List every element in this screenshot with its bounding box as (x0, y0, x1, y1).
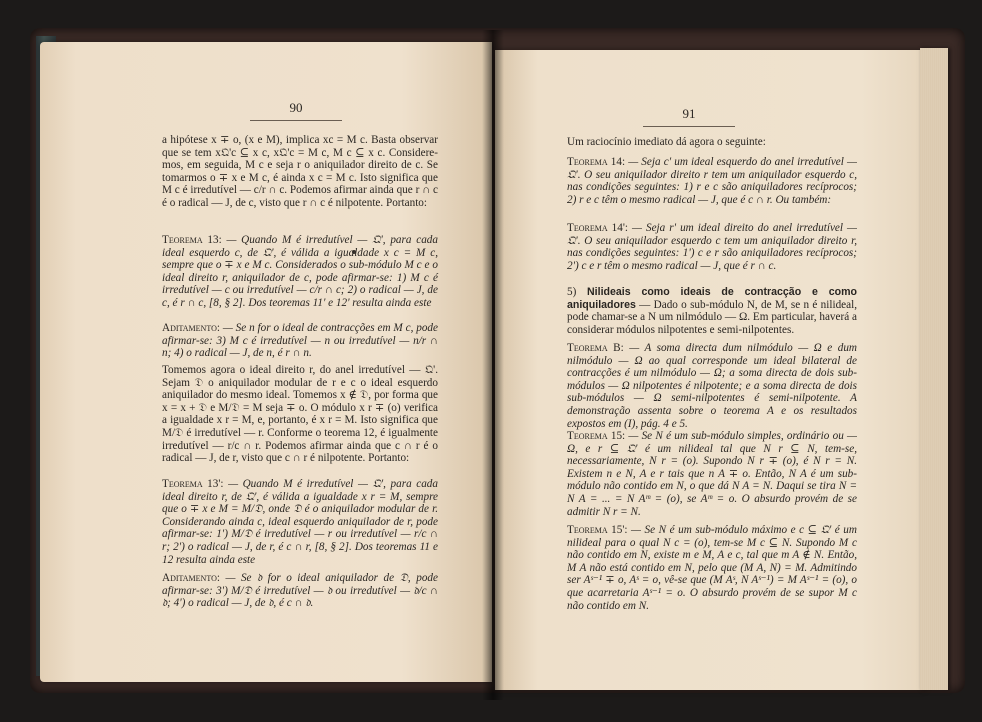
theorem-13-heading: Teorema 13: (162, 234, 222, 246)
theorem-14-prime (567, 222, 857, 272)
left-page-number-rule (250, 120, 342, 121)
theorem-13-body: — Quando M é irredutível — 𝔔', para cada ideal esquerdo c, de 𝔔', é válida a igualdade x c = M c, sempre que o ∓ x e M c. Considerados o sub-módulo M c e o ideal direito r, aniquilador de c, pode afirmar-se: 1) M c é irredutível — c ou irredutível — c/r ∩ c; 2) o radical — J, de c, é r ∩ c, [8, § 2]. Dos teoremas 11' e 12' resulta ainda este (162, 234, 438, 309)
addendum-1-heading: Aditamento: (162, 322, 220, 334)
theorem-14-heading: Teorema 14: (567, 156, 626, 168)
addendum-2-body: — Se 𝔡 for o ideal aniquilador de 𝔇, pode afirmar-se: 3') M/𝔇 é irredutível — 𝔡 ou irredutível — 𝔡/c ∩ 𝔡; 4') o radical — J, de 𝔡, é c ∩ 𝔡. (162, 572, 438, 610)
theorem-13 (162, 234, 438, 310)
theorem-b (567, 342, 857, 430)
theorem-15-heading: Teorema 15: (567, 430, 626, 442)
addendum-2 (162, 572, 438, 610)
left-page (40, 42, 492, 682)
right-page (495, 50, 925, 690)
left-paragraph-2-text: Tomemos agora o ideal direito r, do anel irredutível — 𝔔'. Sejam 𝔇 o aniquilador modular de r e c o ideal esquerdo aniquilador do mesmo ideal. Tomemos x ∉ 𝔇, por forma que x = x + 𝔇 e M/𝔇 = M seja ∓ o. O módulo x r ∓ (o) verifica a igualdade x r = M, e, portanto, é x r = M. Isto significa que M/𝔇 é irredutível — r. Conforme o teorema 12, é igualmente irredutível — r/c ∩ r. Podemos afirmar ainda que c ∩ r é o radical — J, de r, visto que c ∩ r é nilpotente. Portanto: (162, 364, 438, 465)
book-spine-gutter (482, 30, 504, 700)
theorem-15 (567, 430, 857, 518)
theorem-15-prime (567, 524, 857, 612)
section-5-body: — Dado o sub-módulo N, de M, se n é nilideal, pode chamar-se a N um nilmódulo — Ω. Em particular, haverá a considerar módulos nilpotentes e semi-nilpotentes. (567, 298, 857, 336)
section-5-number: 5) (567, 286, 577, 298)
theorem-14 (567, 156, 857, 206)
addendum-1 (162, 322, 438, 360)
page-stack-edge (920, 48, 948, 690)
theorem-13-prime-body: — Quando M é irredutível — 𝔔', para cada ideal direito r, de 𝔔', é válida a igualdade x r = M, sempre que o ∓ x e M = M/𝔇, onde 𝔇 é o aniquilador modular de r. Considerando ainda c, ideal esquerdo aniquilador de r, pode afirmar-se: 1') M/𝔇 é irredutível — r ou irredutível — r/c ∩ r; 2') o radical — J, de r, é c ∩ r, [8, § 2]. Dos teoremas 11 e 12 resulta ainda este (162, 478, 438, 566)
theorem-15-prime-heading: Teorema 15': (567, 524, 628, 536)
theorem-b-body: — A soma directa dum nilmódulo — Ω e dum nilmódulo — Ω ao qual corresponde um ideal bilateral de contracções é um nilmódulo — Ω; a soma directa de dois sub-módulos — Ω nilpotentes é nilpotente; e a soma directa de dois sub-módulos — Ω semi-nilpotentes é semi-nilpotente. A demonstração assenta sobre o teorema A e os resultados expostos em (I), pág. 4 e 5. (567, 342, 857, 430)
section-5-title: Nilideais como ideais de contracção e como aniquiladores (567, 286, 858, 311)
theorem-15-prime-body: — Se N é um sub-módulo máximo e c ⊆ 𝔔' é um nilideal para o qual N c = (o), tem-se M c ⊆ N. Supondo M c não contido em N, existe m e M, A e c, tal que m A ∉ N. Então, M A não está contido em N, pelo que (M A, N) = M. Admitindo ser Aˢ⁻¹ ∓ o, Aˢ = o, vê-se que (M Aˢ, N Aˢ⁻¹) = M Aˢ⁻¹ = (o), o que acarretaria Aˢ⁻¹ = o. O absurdo provém de se supor M c não contido em N. (567, 524, 857, 612)
right-page-number: 91 (682, 106, 696, 121)
right-intro (567, 136, 857, 149)
theorem-14-prime-heading: Teorema 14': (567, 222, 628, 234)
addendum-2-heading: Aditamento: (162, 572, 220, 584)
addendum-1-body: — Se n for o ideal de contracções em M c, pode afirmar-se: 3) M c é irredutível — n ou irredutível — n/r ∩ n; 4) o radical — J, de n, é r ∩ n. (162, 322, 438, 360)
left-paragraph-1 (162, 134, 438, 210)
theorem-13-prime (162, 478, 438, 566)
left-page-number: 90 (289, 100, 303, 115)
theorem-14-body: — Seja c' um ideal esquerdo do anel irredutível — 𝔔'. O seu aniquilador direito r tem um aniquilador esquerdo c, nas condições seguintes: 1) r e c são aniquiladores recíprocos; 2) r e c têm o mesmo radical — J, que é c ∩ r. Ou também: (567, 156, 857, 206)
left-paragraph-1-text: a hipótese x ∓ o, (x e M), implica xc = M c. Basta observar que se tem x𝔔'c ⊆ x c, x𝔔'c = M c, M c ⊆ x c. Considere-mos, em seguida, M c e seja r o aniquilador direito de c. Se tomarmos o ∓ x e M c, é ainda x c = M c. Isto significa que M c é irredutível — c/r ∩ c. Podemos afirmar ainda que r ∩ c é o radical — J, de c, visto que r ∩ c é nilpotente. Portanto: (162, 134, 438, 209)
theorem-15-body: — Se N é um sub-módulo simples, ordinário ou — Ω, e r ⊆ 𝔔' é um nilideal tal que N r ⊆ N, tem-se, necessariamente, N r = (o). Supondo N r ∓ (o), é N r = N. Existem n e N, A e r tais que n A ∓ o. Então, N A é um sub-módulo não contido em N, o que dá N A = N. Daqui se tira N = N A = ... = N Aᵐ = (o), se Aᵐ = o. O absurdo provém de se admitir N r = N. (567, 430, 857, 518)
theorem-13-prime-heading: Teorema 13': (162, 478, 224, 490)
section-5 (567, 286, 857, 336)
left-paragraph-2 (162, 364, 438, 465)
right-page-number-rule (643, 126, 735, 127)
right-intro-text: Um raciocínio imediato dá agora o seguinte: (567, 136, 766, 148)
theorem-14-prime-body: — Seja r' um ideal direito do anel irredutível — 𝔔'. O seu aniquilador esquerdo c tem um aniquilador direito r, nas condições seguintes: 1') c e r são aniquiladores recíprocos; 2') c e r têm o mesmo radical — J, que é r ∩ c. (567, 222, 857, 272)
theorem-b-heading: Teorema B: (567, 342, 624, 354)
